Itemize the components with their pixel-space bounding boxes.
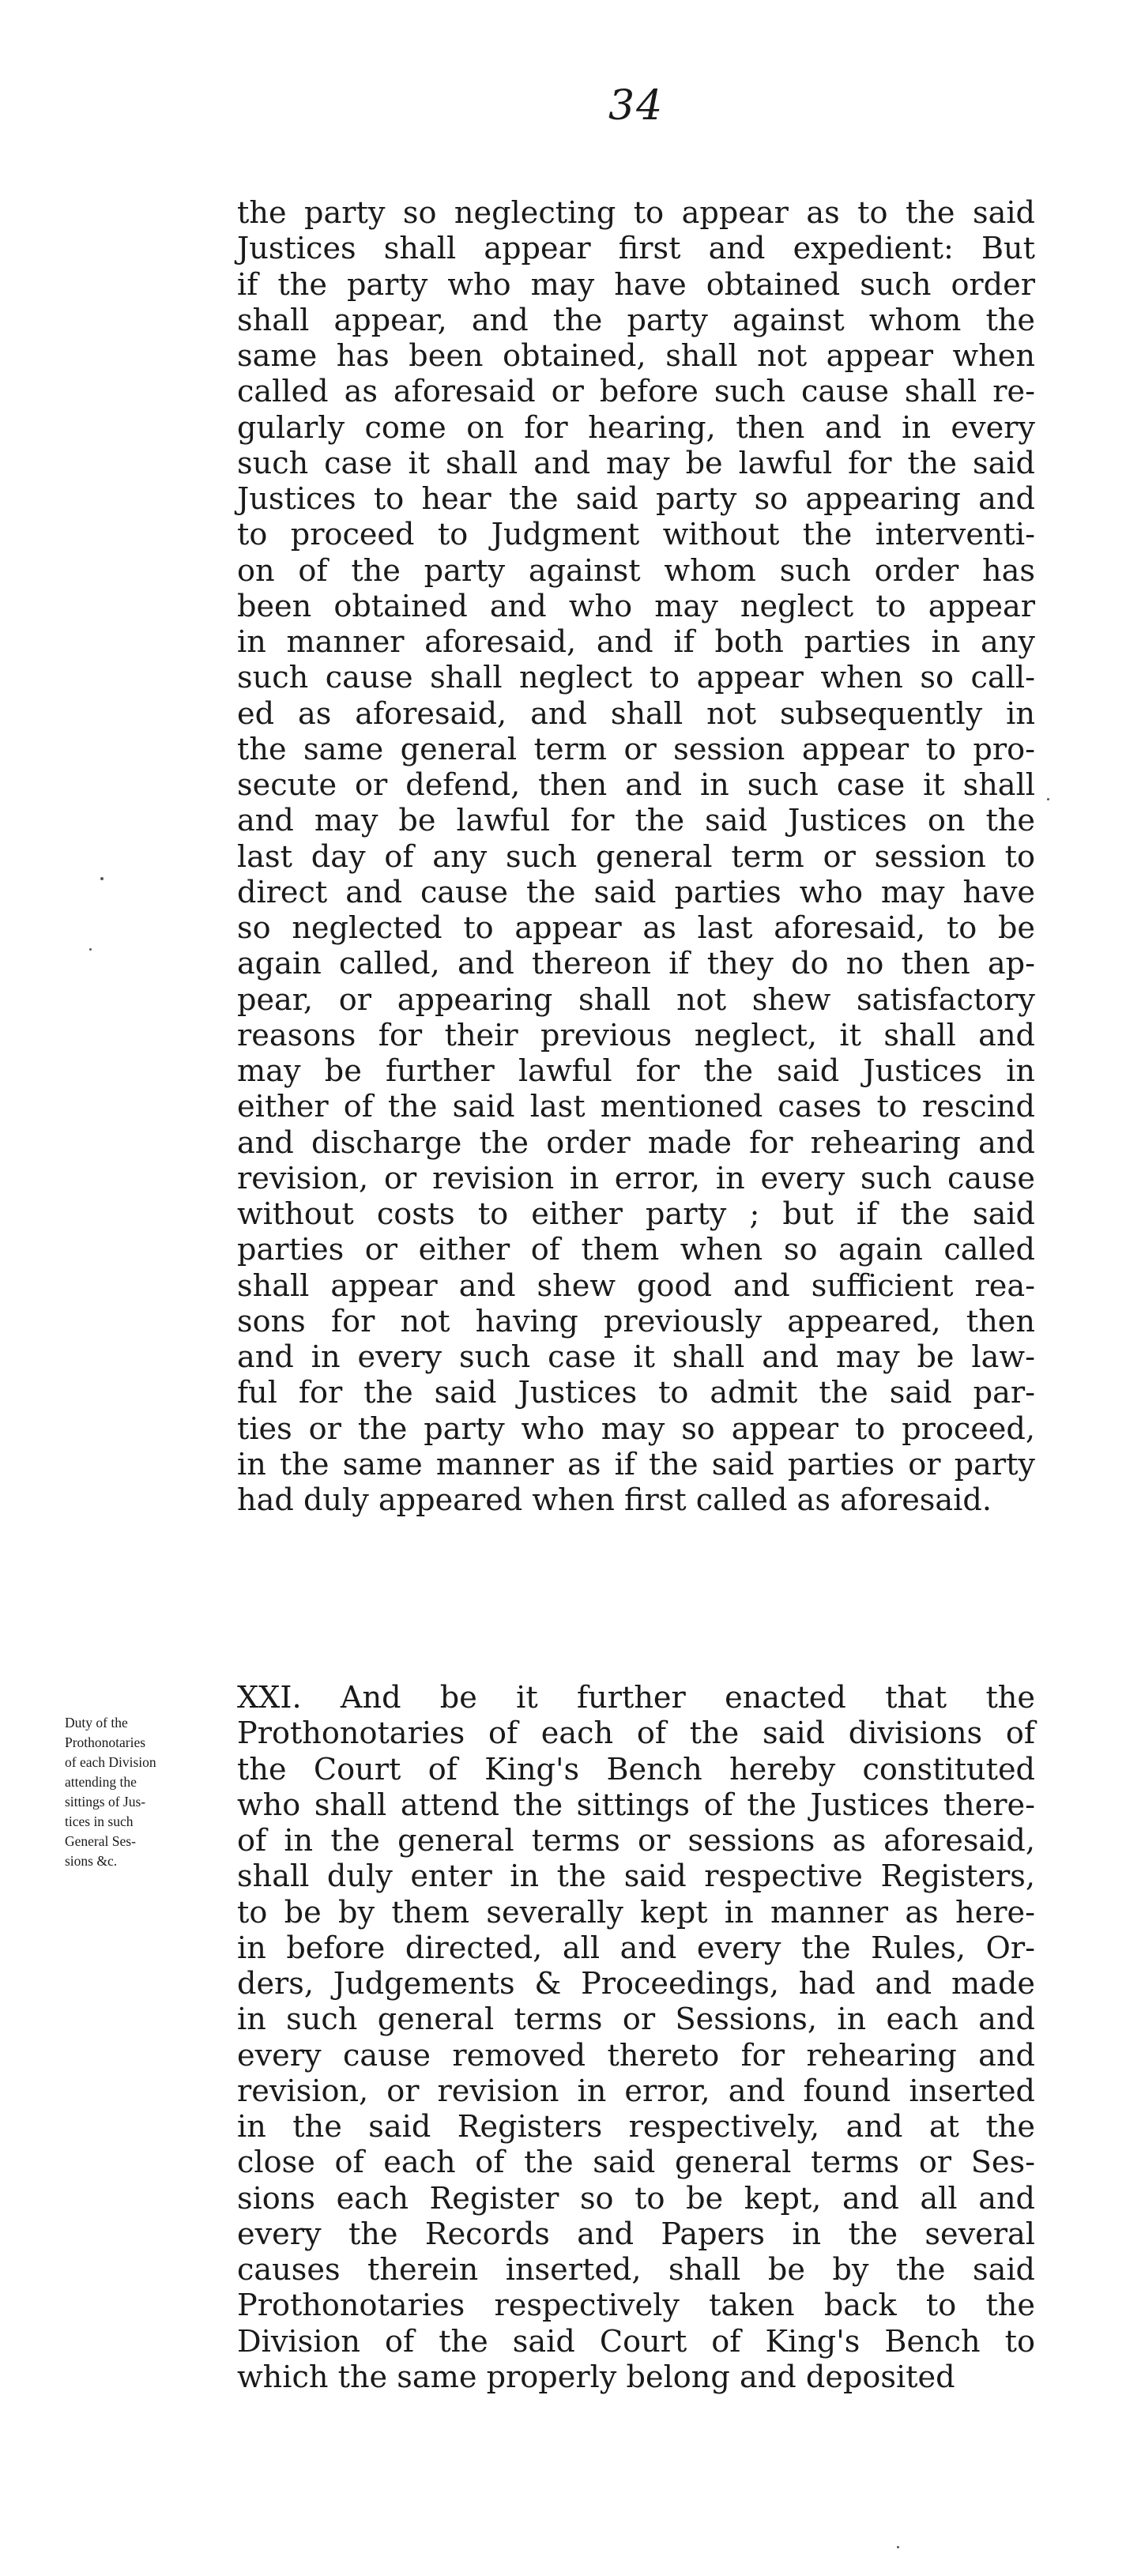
text-line: in such general terms or Sessions, in each and [237, 2002, 1035, 2038]
text-line: on of the party against whom such order has [237, 553, 1035, 589]
text-line: called as aforesaid or before such cause shall re- [237, 375, 1035, 410]
text-line: every cause removed thereto for rehearing and [237, 2038, 1035, 2073]
text-line: parties or either of them when so again called [237, 1233, 1035, 1268]
print-speck [897, 2546, 899, 2548]
margin-note-line: of each Division [65, 1754, 156, 1770]
text-line: been obtained and who may neglect to appear [237, 589, 1035, 624]
margin-note-line: tices in such [65, 1813, 134, 1829]
text-line: causes therein inserted, shall be by the said [237, 2253, 1035, 2288]
text-line: such cause shall neglect to appear when so call- [237, 661, 1035, 696]
text-line: to be by them severally kept in manner as here- [237, 1895, 1035, 1930]
print-speck [1047, 798, 1049, 800]
text-line: either of the said last mentioned cases to rescind [237, 1090, 1035, 1125]
text-line: may be further lawful for the said Justices in [237, 1054, 1035, 1089]
text-line: and may be lawful for the said Justices on the [237, 804, 1035, 839]
text-line: in the same manner as if the said parties or party [237, 1447, 1035, 1482]
text-line: in manner aforesaid, and if both parties in any [237, 625, 1035, 660]
text-line: so neglected to appear as last aforesaid, to be [237, 911, 1035, 946]
text-line: shall appear and shew good and sufficient rea- [237, 1268, 1035, 1304]
text-line: pear, or appearing shall not shew satisfactory [237, 982, 1035, 1018]
section-xxi [237, 1681, 1035, 2396]
text-line: XXI. And be it further enacted that the [237, 1681, 1035, 1715]
text-line: shall appear, and the party against whom the [237, 303, 1035, 338]
text-line: and discharge the order made for rehearing and [237, 1125, 1035, 1161]
text-line: the Court of King's Bench hereby constituted [237, 1752, 1035, 1787]
print-speck [100, 877, 104, 880]
text-line: had duly appeared when first called as aforesaid. [237, 1483, 992, 1518]
text-line: sions each Register so to be kept, and all and [237, 2181, 1035, 2216]
text-line: ed as aforesaid, and shall not subsequently in [237, 696, 1035, 732]
text-line: reasons for their previous neglect, it shall and [237, 1018, 1035, 1053]
text-line: in before directed, all and every the Rules, Or- [237, 1930, 1035, 1966]
text-line: such case it shall and may be lawful for the said [237, 446, 1035, 481]
text-line: direct and cause the said parties who may have [237, 875, 1035, 910]
text-line: again called, and thereon if they do no then ap- [237, 947, 1035, 982]
text-line: in the said Registers respectively, and at the [237, 2110, 1035, 2145]
text-line: secute or defend, then and in such case it shall [237, 768, 1035, 803]
text-line: which the same properly belong and deposited [237, 2359, 955, 2395]
margin-note-line: attending the [65, 1774, 137, 1790]
text-line: sons for not having previously appeared, then [237, 1304, 1035, 1339]
text-line: the party so neglecting to appear as to the said [237, 196, 1035, 231]
text-line: every the Records and Papers in the several [237, 2216, 1035, 2252]
text-line: the same general term or session appear to pro- [237, 732, 1035, 767]
paragraph-continued [237, 196, 1035, 1519]
text-line: without costs to either party ; but if the said [237, 1197, 1035, 1232]
print-speck [89, 948, 92, 951]
text-line: gularly come on for hearing, then and in every [237, 410, 1035, 446]
text-line: Division of the said Court of King's Bench to [237, 2324, 1035, 2359]
text-line: if the party who may have obtained such order [237, 267, 1035, 303]
text-line: to proceed to Judgment without the interventi- [237, 518, 1035, 553]
text-line: ful for the said Justices to admit the said par- [237, 1376, 1035, 1411]
margin-note-line: Duty of the [65, 1715, 128, 1731]
text-line: who shall attend the sittings of the Justices there- [237, 1787, 1035, 1823]
margin-note-line: Prothonotaries [65, 1734, 146, 1750]
margin-note-line: sittings of Jus- [65, 1794, 146, 1810]
text-line: close of each of the said general terms or Ses- [237, 2145, 1035, 2181]
text-line: shall duly enter in the said respective Registers, [237, 1859, 1035, 1895]
margin-note-line: sions &c. [65, 1853, 118, 1869]
margin-note-line: General Ses- [65, 1833, 136, 1849]
text-line: same has been obtained, shall not appear when [237, 339, 1035, 374]
text-line: of in the general terms or sessions as aforesaid, [237, 1824, 1035, 1859]
text-line: last day of any such general term or session to [237, 839, 1035, 875]
text-line: Prothonotaries of each of the said divisions of [237, 1716, 1035, 1752]
page-number: 34 [608, 82, 665, 130]
text-line: and in every such case it shall and may be law- [237, 1340, 1035, 1375]
margin-note [65, 1713, 239, 1871]
text-line: revision, or revision in error, and found inserted [237, 2073, 1035, 2109]
text-line: revision, or revision in error, in every such cause [237, 1161, 1035, 1196]
text-line: ties or the party who may so appear to proceed, [237, 1411, 1035, 1447]
text-line: Justices to hear the said party so appearing and [237, 482, 1035, 517]
text-line: Justices shall appear first and expedient: But [237, 232, 1035, 267]
text-line: Prothonotaries respectively taken back to the [237, 2288, 1035, 2324]
text-line: ders, Judgements & Proceedings, had and made [237, 1967, 1035, 2002]
